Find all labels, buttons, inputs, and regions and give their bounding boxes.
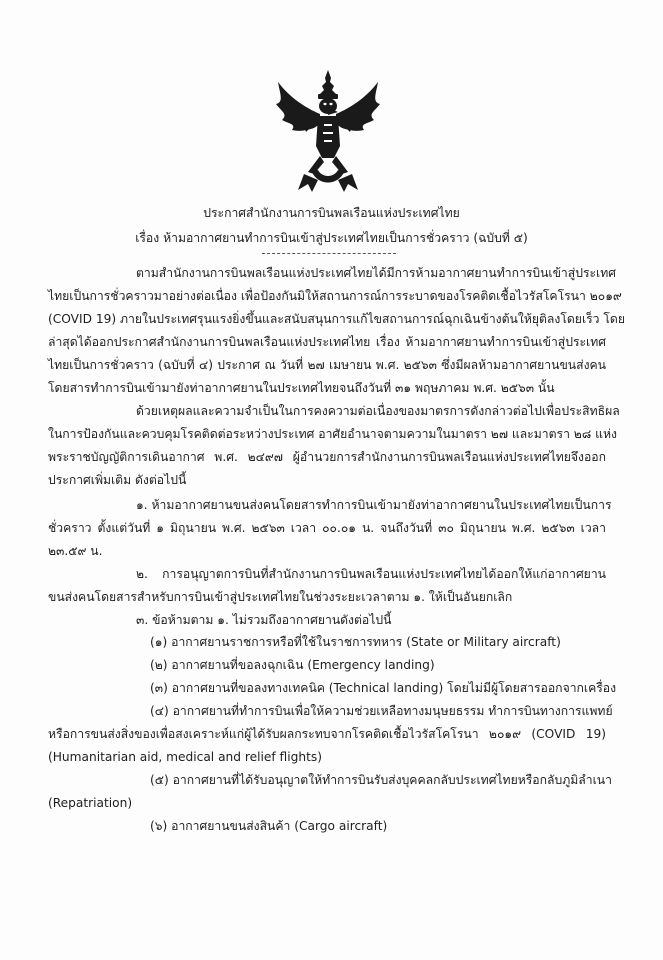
body-line: โดยสารทำการบินเข้ามายังท่าอากาศยานในประเทศไทยจนถึงวันที่ ๓๑ พฤษภาคม พ.ศ. ๒๕๖๓ นั้น bbox=[48, 381, 555, 395]
clause-2-line: ขนส่งคนโดยสารสำหรับการบินเข้าสู่ประเทศไทยในช่วงระยะเวลาตาม ๑. ให้เป็นอันยกเลิก bbox=[48, 590, 513, 604]
body-line: ประกาศเพิ่มเติม ดังต่อไปนี้ bbox=[48, 473, 187, 487]
body-line: ไทยเป็นการชั่วคราวมาอย่างต่อเนื่อง เพื่อป้องกันมิให้สถานการณ์การระบาดของโรคติดเชื้อไวรัสโคโรนา ๒๐๑๙ bbox=[48, 289, 622, 303]
title-divider bbox=[262, 253, 396, 254]
exception-3: (๓) อากาศยานที่ขอลงทางเทคนิค (Technical landing) โดยไม่มีผู้โดยสารออกจากเครื่อง bbox=[150, 681, 617, 695]
exception-4-line: หรือการขนส่งสิ่งของเพื่อสงเคราะห์แก่ผู้ได้รับผลกระทบจากโรคติดเชื้อไวรัสโคโรนา ๒๐๑๙ (COVID 19) bbox=[48, 727, 606, 741]
exception-4-line: (Humanitarian aid, medical and relief flights) bbox=[48, 750, 322, 764]
clause-1-line: ๒๓.๕๙ น. bbox=[48, 544, 103, 558]
exception-1: (๑) อากาศยานราชการหรือที่ใช้ในราชการทหาร (State or Military aircraft) bbox=[150, 635, 561, 649]
clause-2: ๒. การอนุญาตการบินที่สำนักงานการบินพลเรือนแห่งประเทศไทยได้ออกให้แก่อากาศยาน bbox=[136, 567, 606, 581]
clause-1-line: ชั่วคราว ตั้งแต่วันที่ ๑ มิถุนายน พ.ศ. ๒๕๖๓ เวลา ๐๐.๐๑ น. จนถึงวันที่ ๓๐ มิถุนายน พ.ศ. ๒๕๖๓ เวลา bbox=[48, 521, 606, 535]
body-line: ล่าสุดได้ออกประกาศสำนักงานการบินพลเรือนแห่งประเทศไทย เรื่อง ห้ามอากาศยานทำการบินเข้าสู่ประเทศ bbox=[48, 335, 606, 349]
body-line: ไทยเป็นการชั่วคราว (ฉบับที่ ๔) ประกาศ ณ วันที่ ๒๗ เมษายน พ.ศ. ๒๕๖๓ ซึ่งมีผลห้ามอากาศยานขนส่งคน bbox=[48, 358, 606, 372]
exception-5-line: (Repatriation) bbox=[48, 796, 133, 810]
exception-5: (๕) อากาศยานที่ได้รับอนุญาตให้ทำการบินรับส่งบุคคลกลับประเทศไทยหรือกลับภูมิลำเนา bbox=[150, 773, 612, 787]
exception-2: (๒) อากาศยานที่ขอลงฉุกเฉิน (Emergency landing) bbox=[150, 658, 435, 672]
announcement-subject: เรื่อง ห้ามอากาศยานทำการบินเข้าสู่ประเทศไทยเป็นการชั่วคราว (ฉบับที่ ๕) bbox=[135, 231, 528, 245]
body-line: ตามสำนักงานการบินพลเรือนแห่งประเทศไทยได้มีการห้ามอากาศยานทำการบินเข้าสู่ประเทศ bbox=[136, 266, 616, 280]
body-line: พระราชบัญญัติการเดินอากาศ พ.ศ. ๒๔๙๗ ผู้อำนวยการสำนักงานการบินพลเรือนแห่งประเทศไทยจึงออก bbox=[48, 450, 606, 464]
body-line: ในการป้องกันและควบคุมโรคติดต่อระหว่างประเทศ อาศัยอำนาจตามความในมาตรา ๒๗ และมาตรา ๒๘ แห่ง bbox=[48, 427, 617, 441]
exception-6: (๖) อากาศยานขนส่งสินค้า (Cargo aircraft) bbox=[150, 819, 388, 833]
clause-1: ๑. ห้ามอากาศยานขนส่งคนโดยสารทำการบินเข้ามายังท่าอากาศยานในประเทศไทยเป็นการ bbox=[136, 498, 612, 512]
exception-4: (๔) อากาศยานที่ทำการบินเพื่อให้ความช่วยเหลือทางมนุษยธรรม ทำการบินทางการแพทย์ bbox=[150, 704, 613, 718]
clause-3: ๓. ข้อห้ามตาม ๑. ไม่รวมถึงอากาศยานดังต่อไปนี้ bbox=[136, 613, 392, 627]
body-line: (COVID 19) ภายในประเทศรุนแรงยิ่งขึ้นและสนับสนุนการแก้ไขสถานการณ์ฉุกเฉินข้างต้นให้ยุติลงโดยเร็ว โดย bbox=[48, 312, 625, 326]
garuda-emblem-icon bbox=[268, 68, 388, 194]
body-line: ด้วยเหตุผลและความจำเป็นในการคงความต่อเนื่องของมาตรการดังกล่าวต่อไปเพื่อประสิทธิผล bbox=[136, 404, 620, 418]
announcement-title: ประกาศสำนักงานการบินพลเรือนแห่งประเทศไทย bbox=[203, 206, 460, 220]
